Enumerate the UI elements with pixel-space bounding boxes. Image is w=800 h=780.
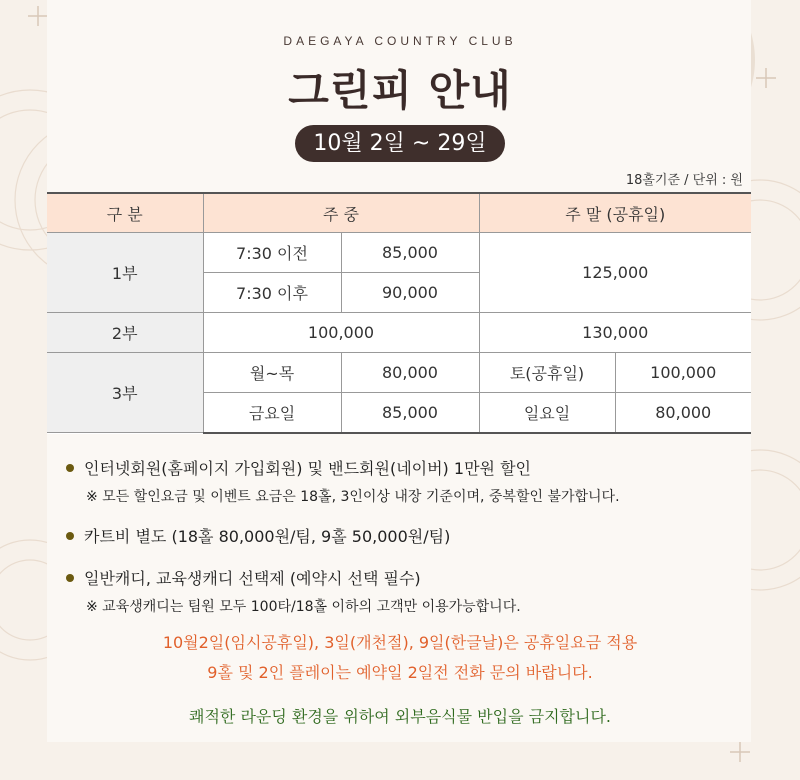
part3-row1-price: 80,000 <box>341 353 479 393</box>
period-badge: 10월 2일 ~ 29일 <box>295 125 505 162</box>
part3-row1-day: 월~목 <box>203 353 341 393</box>
part3-label: 3부 <box>47 353 203 433</box>
holiday-notice: 10월2일(임시공휴일), 3일(개천절), 9일(한글날)은 공휴일요금 적용 <box>162 633 638 652</box>
phone-inquiry-notice: 9홀 및 2인 플레이는 예약일 2일전 전화 문의 바랍니다. <box>207 663 593 682</box>
part3-row2-day: 금요일 <box>203 393 341 433</box>
part2-weekday-price: 100,000 <box>203 313 479 353</box>
bullet-dot-icon <box>66 574 74 582</box>
note-bullet-1-text: 인터넷회원(홈페이지 가입회원) 및 밴드회원(네이버) 1만원 할인 <box>84 459 531 478</box>
part1-row1-time: 7:30 이전 <box>203 233 341 273</box>
note-bullet-2-text: 카트비 별도 (18홀 80,000원/팀, 9홀 50,000원/팀) <box>84 527 451 546</box>
note-bullet-3-text: 일반캐디, 교육생캐디 선택제 (예약시 선택 필수) <box>84 569 421 588</box>
note-bullet-2 <box>66 524 450 547</box>
note-bullet-3 <box>66 566 421 589</box>
green-fee-table <box>47 192 751 434</box>
outside-food-notice: 쾌적한 라운딩 환경을 위하여 외부음식물 반입을 금지합니다. <box>188 707 611 726</box>
part1-row1-price: 85,000 <box>341 233 479 273</box>
part3-row2-weekend-price: 80,000 <box>615 393 751 433</box>
part1-row2-time: 7:30 이후 <box>203 273 341 313</box>
part1-row2-price: 90,000 <box>341 273 479 313</box>
part2-label: 2부 <box>47 313 203 353</box>
unit-note: 18홀기준 / 단위 : 원 <box>625 173 743 188</box>
bullet-dot-icon <box>66 532 74 540</box>
bullet-dot-icon <box>66 464 74 472</box>
header-category: 구 분 <box>47 193 203 233</box>
part3-row1-weekend-day: 토(공휴일) <box>479 353 615 393</box>
club-name: DAEGAYA COUNTRY CLUB <box>283 34 517 48</box>
note-bullet-3-sub: ※ 교육생캐디는 팀원 모두 100타/18홀 이하의 고객만 이용가능합니다. <box>86 599 521 615</box>
header-weekend: 주 말 (공휴일) <box>479 193 751 233</box>
note-bullet-1 <box>66 456 531 479</box>
part3-row2-weekend-day: 일요일 <box>479 393 615 433</box>
note-bullet-1-sub: ※ 모든 할인요금 및 이벤트 요금은 18홀, 3인이상 내장 기준이며, 중복할인 불가합니다. <box>86 489 620 505</box>
header-weekday: 주 중 <box>203 193 479 233</box>
page-title: 그린피 안내 <box>288 66 512 115</box>
part3-row1-weekend-price: 100,000 <box>615 353 751 393</box>
part1-label: 1부 <box>47 233 203 313</box>
part2-weekend-price: 130,000 <box>479 313 751 353</box>
part1-weekend-price: 125,000 <box>479 233 751 313</box>
part3-row2-price: 85,000 <box>341 393 479 433</box>
